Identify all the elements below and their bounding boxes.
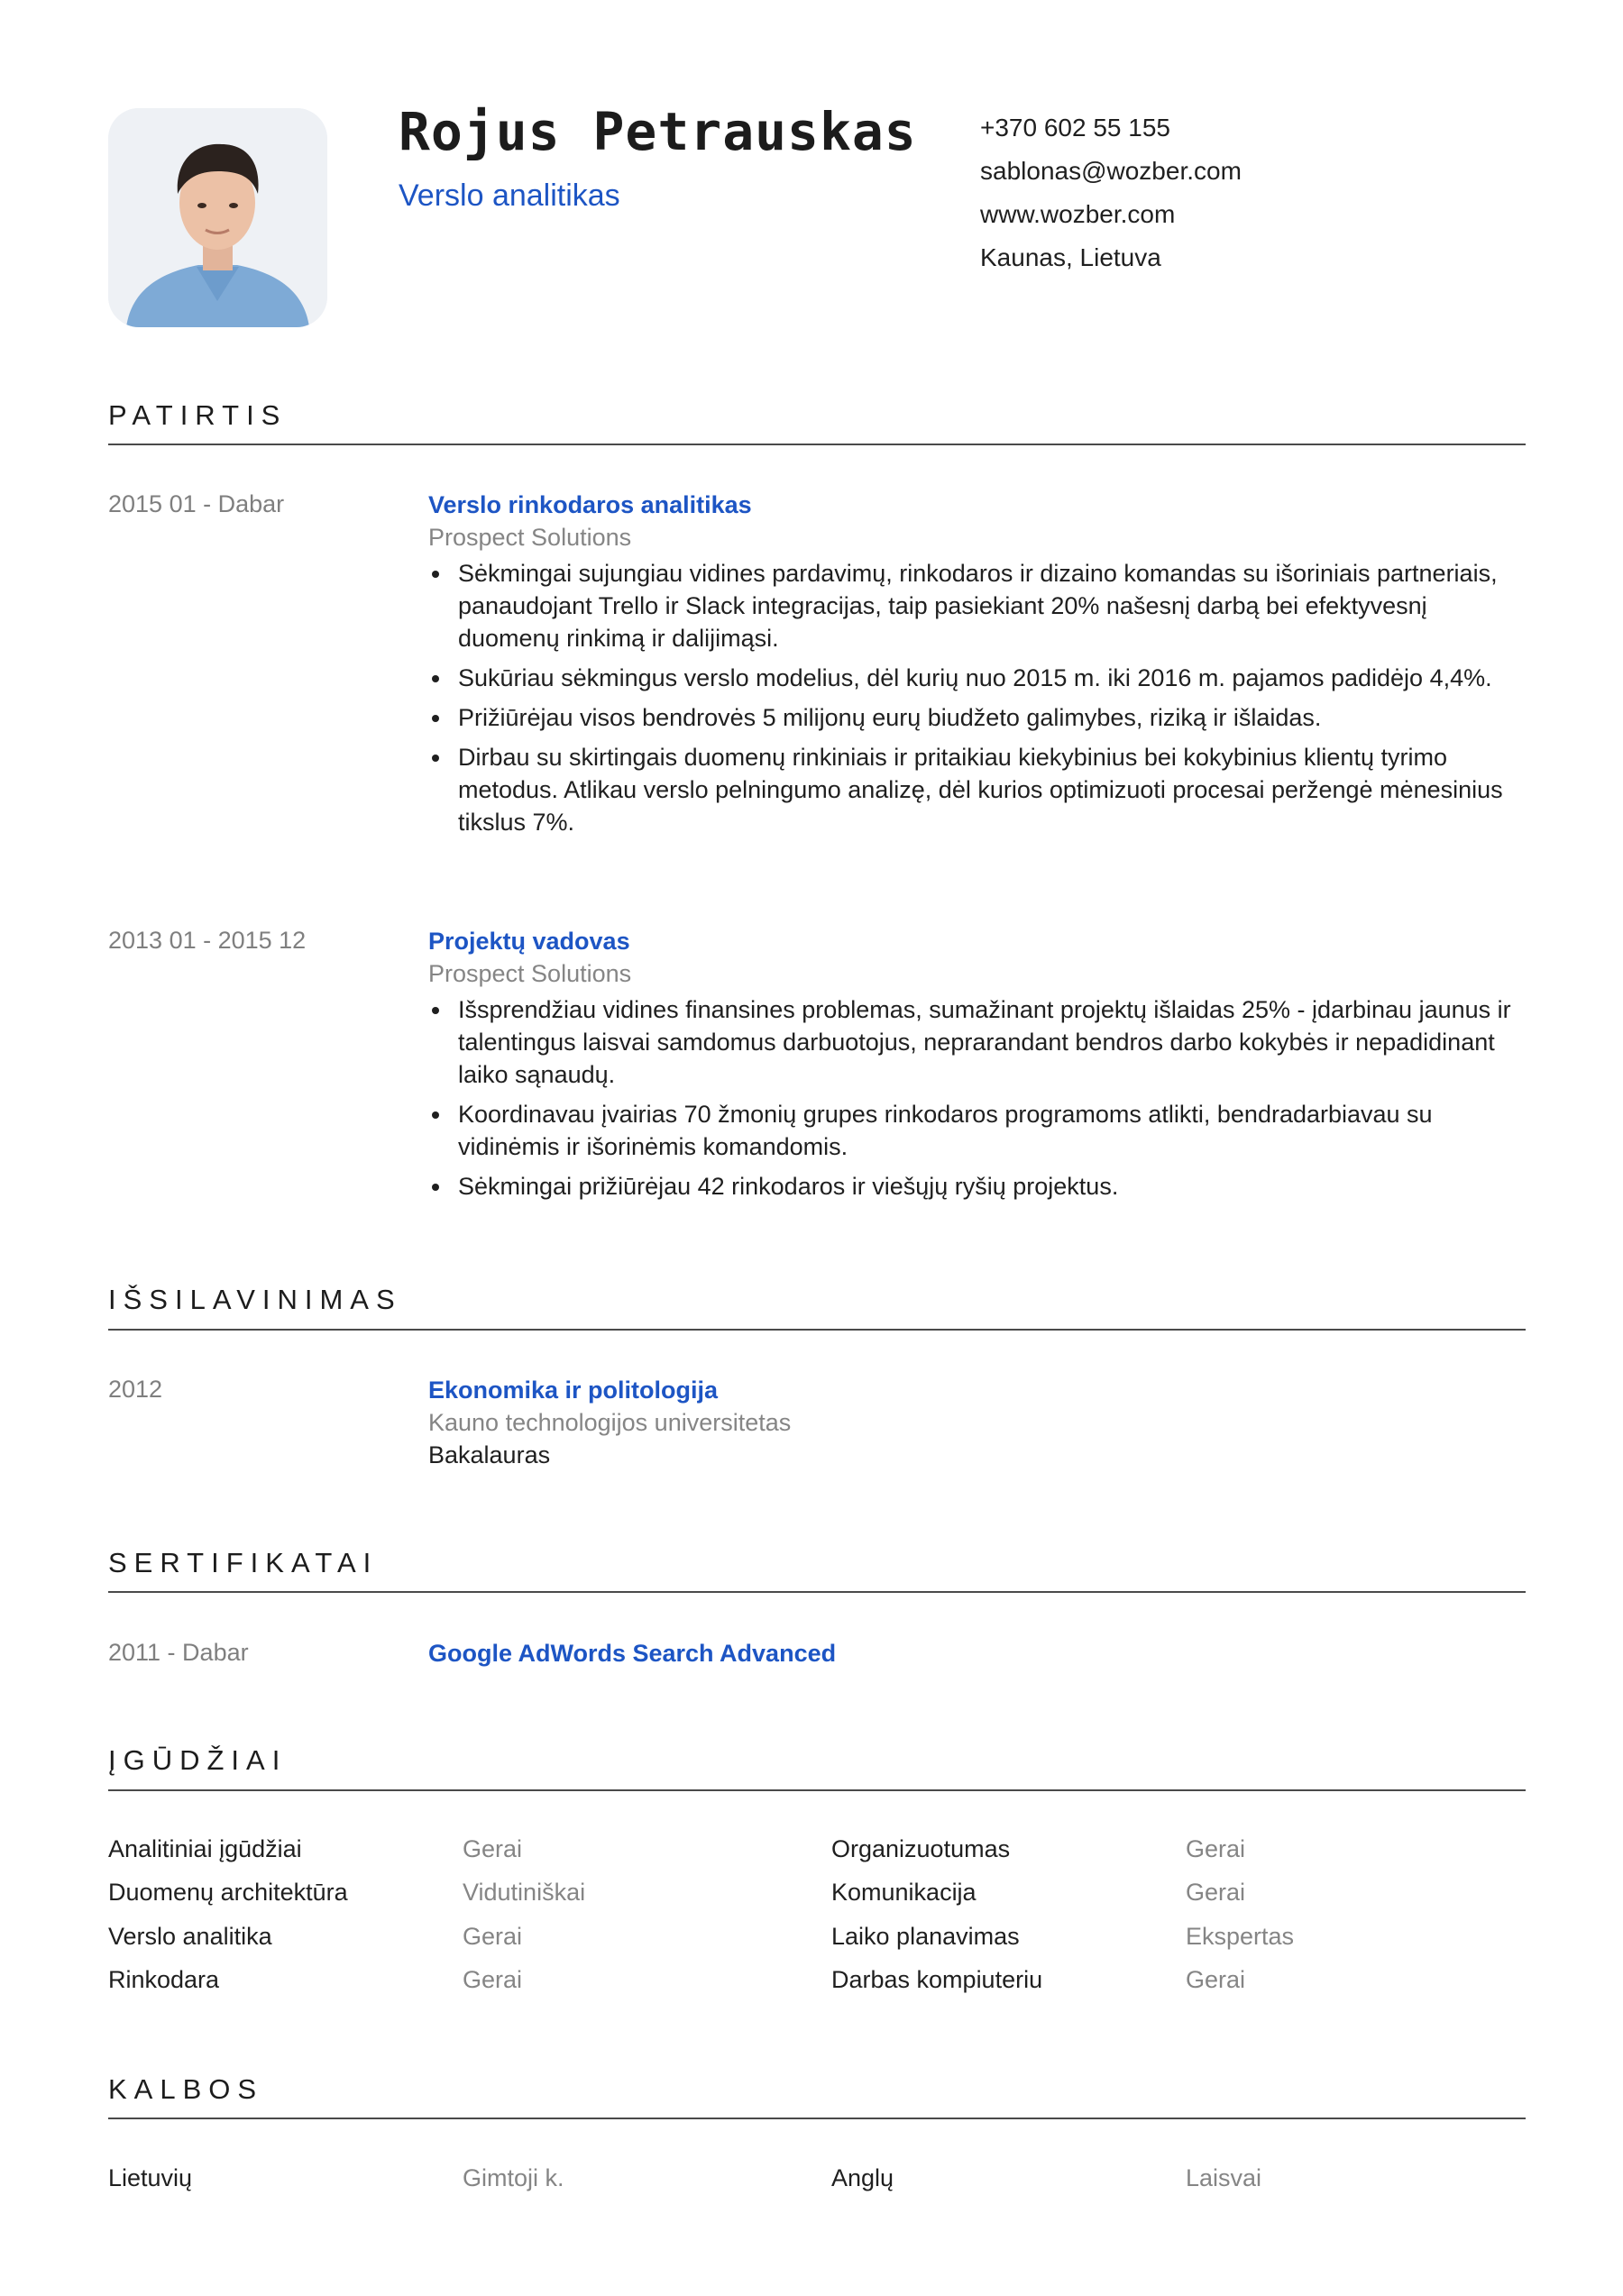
- skill-level: Vidutiniškai: [463, 1879, 586, 1906]
- section-divider: [108, 1591, 1526, 1593]
- contact-website[interactable]: www.wozber.com: [980, 200, 1176, 228]
- skill-level: Gerai: [1186, 1966, 1246, 1993]
- bullet-item: Sėkmingai prižiūrėjau 42 rinkodaros ir viešųjų ryšių projektus.: [428, 1170, 1526, 1203]
- company-name: Prospect Solutions: [428, 524, 632, 551]
- language-level: Gimtoji k.: [463, 2164, 564, 2191]
- skill-level: Gerai: [463, 1923, 523, 1950]
- candidate-role: Verslo analitikas: [399, 178, 620, 213]
- skill-level: Gerai: [463, 1966, 523, 1993]
- certificate-entry: [428, 1637, 1526, 1669]
- skill-name: Darbas kompiuteriu: [831, 1966, 1043, 1993]
- section-divider: [108, 2118, 1526, 2119]
- contact-location: Kaunas, Lietuva: [980, 243, 1161, 271]
- experience-entry: [428, 489, 1526, 846]
- bullet-item: Išsprendžiau vidines finansines problemas, sumažinant projektų išlaidas 25% - įdarbinau jaunus ir talentingus laisvai samdomus darbuotojus, neprarandant bendros darbo kokybės ir nepadidinant laiko sąnaudų.: [428, 993, 1526, 1091]
- education-date: 2012: [108, 1376, 163, 1403]
- language-name: Anglų: [831, 2164, 894, 2191]
- experience-date: 2015 01 - Dabar: [108, 490, 285, 517]
- experience-entry: [428, 925, 1526, 1210]
- section-title-education: IŠSILAVINIMAS: [108, 1284, 402, 1315]
- skill-name: Analitiniai įgūdžiai: [108, 1835, 302, 1862]
- skill-level: Gerai: [1186, 1835, 1246, 1862]
- language-level: Laisvai: [1186, 2164, 1262, 2191]
- section-divider: [108, 444, 1526, 445]
- certificate-date: 2011 - Dabar: [108, 1639, 249, 1666]
- degree-title: Ekonomika ir politologija: [428, 1377, 719, 1404]
- job-title: Projektų vadovas: [428, 928, 630, 955]
- skill-name: Laiko planavimas: [831, 1923, 1020, 1950]
- skill-level: Gerai: [463, 1835, 523, 1862]
- contact-phone[interactable]: +370 602 55 155: [980, 114, 1170, 142]
- skill-name: Rinkodara: [108, 1966, 220, 1993]
- section-title-experience: PATIRTIS: [108, 399, 288, 431]
- bullet-item: Sukūriau sėkmingus verslo modelius, dėl kurių nuo 2015 m. iki 2016 m. pajamos padidėjo 4,4%.: [428, 662, 1526, 694]
- school-name: Kauno technologijos universitetas: [428, 1409, 792, 1436]
- degree-level: Bakalauras: [428, 1441, 551, 1468]
- language-name: Lietuvių: [108, 2164, 193, 2191]
- bullet-list: [428, 993, 1526, 1203]
- certificate-name: Google AdWords Search Advanced: [428, 1640, 837, 1667]
- profile-photo: [108, 108, 327, 327]
- bullet-item: Prižiūrėjau visos bendrovės 5 milijonų eurų biudžeto galimybes, riziką ir išlaidas.: [428, 701, 1526, 734]
- bullet-list: [428, 557, 1526, 838]
- company-name: Prospect Solutions: [428, 960, 632, 987]
- skill-name: Komunikacija: [831, 1879, 977, 1906]
- contact-block: [980, 106, 1242, 279]
- bullet-item: Dirbau su skirtingais duomenų rinkiniais ir pritaikiau kiekybinius bei kokybinius klientų tyrimo metodus. Atlikau verslo pelningumo analizę, dėl kurios optimizuoti procesai peržengė mėnesinius tikslus 7%.: [428, 741, 1526, 838]
- experience-date: 2013 01 - 2015 12: [108, 927, 307, 954]
- contact-email[interactable]: sablonas@wozber.com: [980, 157, 1242, 185]
- skill-name: Organizuotumas: [831, 1835, 1011, 1862]
- section-title-skills: ĮGŪDŽIAI: [108, 1744, 288, 1776]
- skill-level: Ekspertas: [1186, 1923, 1295, 1950]
- bullet-item: Koordinavau įvairias 70 žmonių grupes rinkodaros programoms atlikti, bendradarbiavau su vidinėmis ir išorinėmis komandomis.: [428, 1098, 1526, 1163]
- section-divider: [108, 1329, 1526, 1331]
- skill-name: Duomenų architektūra: [108, 1879, 348, 1906]
- section-divider: [108, 1789, 1526, 1791]
- candidate-name: Rojus Petrauskas: [399, 101, 917, 162]
- education-entry: [428, 1374, 1526, 1471]
- bullet-item: Sėkmingai sujungiau vidines pardavimų, rinkodaros ir dizaino komandas su išoriniais partneriais, panaudojant Trello ir Slack integracijas, taip pasiekiant 20% našesnį darbą bei efektyvesnį duomenų rinkimą ir dalijimąsi.: [428, 557, 1526, 654]
- skill-level: Gerai: [1186, 1879, 1246, 1906]
- job-title: Verslo rinkodaros analitikas: [428, 491, 752, 518]
- skill-name: Verslo analitika: [108, 1923, 272, 1950]
- section-title-languages: KALBOS: [108, 2073, 264, 2105]
- section-title-certificates: SERTIFIKATAI: [108, 1547, 379, 1578]
